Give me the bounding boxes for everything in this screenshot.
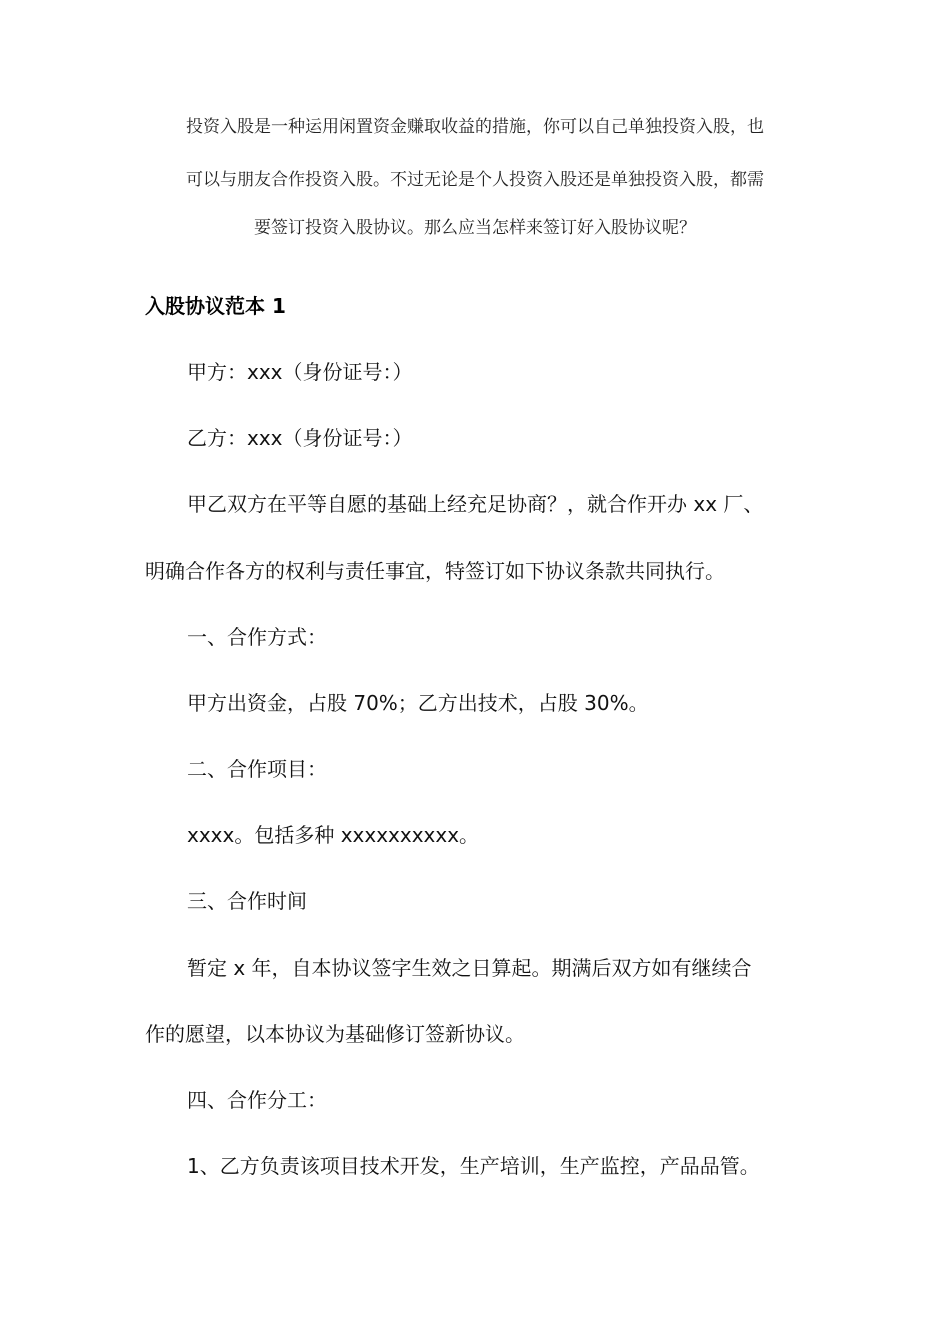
clause-body-3-line-1: 暂定 x 年，自本协议签字生效之日算起。期满后双方如有继续合 <box>187 956 752 980</box>
party-a-line: 甲方：xxx（身份证号：） <box>187 360 413 384</box>
clause-body-3-line-2: 作的愿望，以本协议为基础修订签新协议。 <box>145 1022 525 1046</box>
intro-line-3: 要签订投资入股协议。那么应当怎样来签订好入股协议呢？ <box>254 218 696 238</box>
party-b-line: 乙方：xxx（身份证号：） <box>187 426 413 450</box>
intro-line-2: 可以与朋友合作投资入股。不过无论是个人投资入股还是单独投资入股，都需 <box>186 170 764 190</box>
intro-line-1: 投资入股是一种运用闲置资金赚取收益的措施，你可以自己单独投资入股，也 <box>186 117 764 137</box>
clause-heading-2: 二、合作项目： <box>187 757 327 781</box>
preamble-line-2: 明确合作各方的权利与责任事宜，特签订如下协议条款共同执行。 <box>145 559 725 583</box>
section-title: 入股协议范本 1 <box>145 294 286 318</box>
clause-heading-1: 一、合作方式： <box>187 625 327 649</box>
clause-heading-4: 四、合作分工： <box>187 1088 327 1112</box>
clause-body-4-item-1: 1、乙方负责该项目技术开发，生产培训，生产监控，产品品管。 <box>187 1154 760 1178</box>
clause-heading-3: 三、合作时间 <box>187 889 307 913</box>
clause-body-2: xxxx。包括多种 xxxxxxxxxx。 <box>187 823 480 847</box>
clause-body-1: 甲方出资金，占股 70%；乙方出技术，占股 30%。 <box>187 691 649 715</box>
preamble-line-1: 甲乙双方在平等自愿的基础上经充足协商？，就合作开办 xx 厂、 <box>187 492 764 516</box>
